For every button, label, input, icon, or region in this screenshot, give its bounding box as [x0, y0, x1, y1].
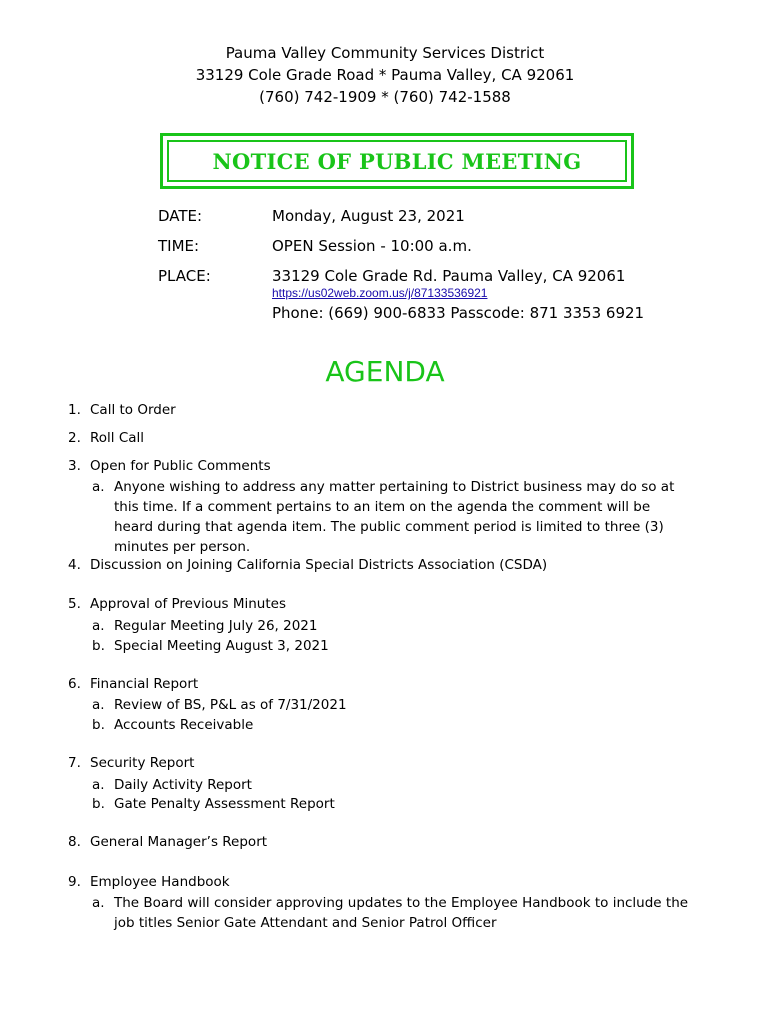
- district-address: 33129 Cole Grade Road * Pauma Valley, CA 92061: [195, 66, 575, 84]
- agenda-item-number: 9.: [68, 874, 81, 890]
- agenda-item-number: 6.: [68, 676, 81, 692]
- notice-banner-inner: [167, 140, 627, 182]
- agenda-item-number: 3.: [68, 458, 81, 474]
- agenda-subitem: [92, 893, 692, 933]
- district-name: Pauma Valley Community Services District: [225, 44, 545, 62]
- agenda-subitem-text: Accounts Receivable: [114, 717, 254, 733]
- agenda-subitem-text: Daily Activity Report: [114, 777, 252, 793]
- agenda-subitem: [92, 775, 692, 795]
- agenda-item: [68, 874, 230, 890]
- agenda-title: AGENDA: [325, 355, 445, 388]
- agenda-item-number: 8.: [68, 834, 81, 850]
- agenda-item: [68, 676, 198, 692]
- agenda-subitem-text: Regular Meeting July 26, 2021: [114, 618, 318, 634]
- date-value: Monday, August 23, 2021: [272, 207, 465, 225]
- agenda-item: [68, 402, 176, 418]
- zoom-link[interactable]: https://us02web.zoom.us/j/87133536921: [272, 286, 488, 300]
- agenda-subitem-text: Gate Penalty Assessment Report: [114, 796, 335, 812]
- district-header: [0, 42, 770, 108]
- agenda-subitem: [92, 616, 692, 636]
- agenda-subitem-letter: b.: [92, 796, 105, 812]
- agenda-item: [68, 557, 547, 573]
- agenda-item-text: Financial Report: [90, 676, 199, 692]
- place-value: 33129 Cole Grade Rd. Pauma Valley, CA 92061: [272, 267, 626, 285]
- agenda-subitem: [92, 636, 692, 656]
- agenda-item-text: General Manager’s Report: [90, 834, 268, 850]
- agenda-subitem-text: The Board will consider approving updates to the Employee Handbook to include the job titles Senior Gate Attendant and Senior Patrol Officer: [114, 895, 689, 931]
- agenda-subitem: [92, 477, 692, 557]
- agenda-subitem-letter: b.: [92, 717, 105, 733]
- agenda-subitem-letter: a.: [92, 618, 105, 634]
- agenda-subitem-letter: a.: [92, 697, 105, 713]
- agenda-item: [68, 430, 144, 446]
- agenda-item: [68, 834, 267, 850]
- notice-title: NOTICE OF PUBLIC MEETING: [212, 148, 582, 174]
- agenda-item-number: 4.: [68, 557, 81, 573]
- agenda-item-text: Call to Order: [90, 402, 176, 418]
- time-label: TIME:: [158, 237, 200, 255]
- time-value: OPEN Session - 10:00 a.m.: [272, 237, 472, 255]
- notice-banner: [160, 133, 634, 189]
- agenda-item-number: 2.: [68, 430, 81, 446]
- agenda-item-text: Roll Call: [90, 430, 145, 446]
- agenda-subitem-text: Review of BS, P&L as of 7/31/2021: [114, 697, 347, 713]
- agenda-subitem-letter: a.: [92, 479, 105, 495]
- agenda-item-text: Security Report: [90, 755, 195, 771]
- agenda-item-text: Open for Public Comments: [90, 458, 271, 474]
- district-phones: (760) 742-1909 * (760) 742-1588: [259, 88, 511, 106]
- agenda-item-text: Discussion on Joining California Special Districts Association (CSDA): [90, 557, 548, 573]
- agenda-subitem: [92, 695, 692, 715]
- agenda-subitem-letter: a.: [92, 895, 105, 911]
- date-label: DATE:: [158, 207, 203, 225]
- agenda-item-number: 1.: [68, 402, 81, 418]
- agenda-item-number: 7.: [68, 755, 81, 771]
- agenda-item: [68, 755, 194, 771]
- phone-passcode: Phone: (669) 900-6833 Passcode: 871 3353 6921: [272, 304, 645, 322]
- agenda-item-text: Employee Handbook: [90, 874, 230, 890]
- agenda-item-number: 5.: [68, 596, 81, 612]
- agenda-subitem: [92, 715, 692, 735]
- agenda-subitem-text: Special Meeting August 3, 2021: [114, 638, 329, 654]
- agenda-subitem-letter: a.: [92, 777, 105, 793]
- agenda-subitem-text: Anyone wishing to address any matter pertaining to District business may do so at this time. If a comment pertains to an item on the agenda the comment will be heard during that agenda item. The public comment period is limited to three (3) minutes per person.: [114, 479, 675, 555]
- agenda-subitem: [92, 794, 692, 814]
- agenda-item: [68, 458, 271, 474]
- place-label: PLACE:: [158, 267, 211, 285]
- agenda-item-text: Approval of Previous Minutes: [90, 596, 286, 612]
- agenda-subitem-letter: b.: [92, 638, 105, 654]
- agenda-item: [68, 596, 286, 612]
